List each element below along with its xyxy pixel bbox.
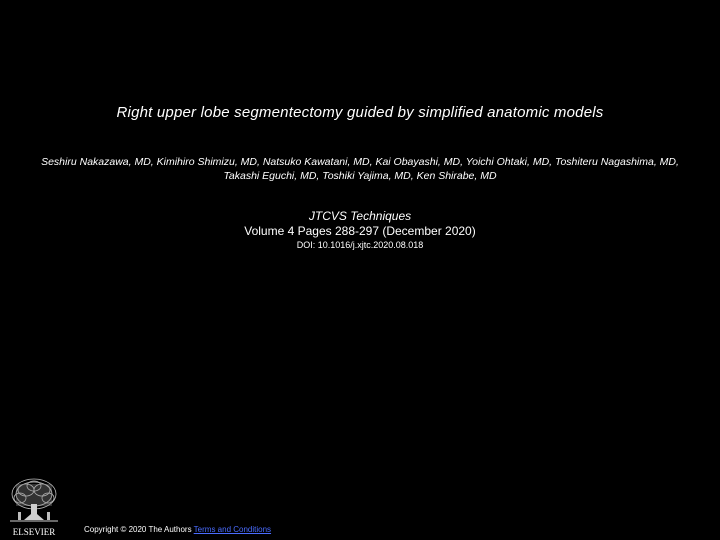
elsevier-tree-icon — [6, 476, 62, 538]
author-list: Seshiru Nakazawa, MD, Kimihiro Shimizu, MD, Natsuko Kawatani, MD, Kai Obayashi, MD, Yoichi Ohtaki, MD, Toshiteru Nagashima, MD, Takashi Eguchi, MD, Toshiki Yajima, MD, Ken Shirabe, MD — [41, 156, 679, 182]
doi: DOI: 10.1016/j.xjtc.2020.08.018 — [296, 240, 424, 250]
elsevier-logo — [6, 476, 62, 538]
volume-info: Volume 4 Pages 288-297 (December 2020) — [244, 224, 476, 238]
slide-title: Right upper lobe segmentectomy guided by simplified anatomic models — [116, 104, 604, 121]
terms-and-conditions-link[interactable]: Terms and Conditions — [193, 525, 272, 534]
journal-name: JTCVS Techniques — [308, 209, 412, 223]
copyright-text: Copyright © 2020 The Authors — [84, 525, 192, 534]
logo-wordmark: ELSEVIER — [12, 527, 56, 537]
copyright-line — [84, 525, 271, 534]
citation-block — [0, 209, 720, 251]
